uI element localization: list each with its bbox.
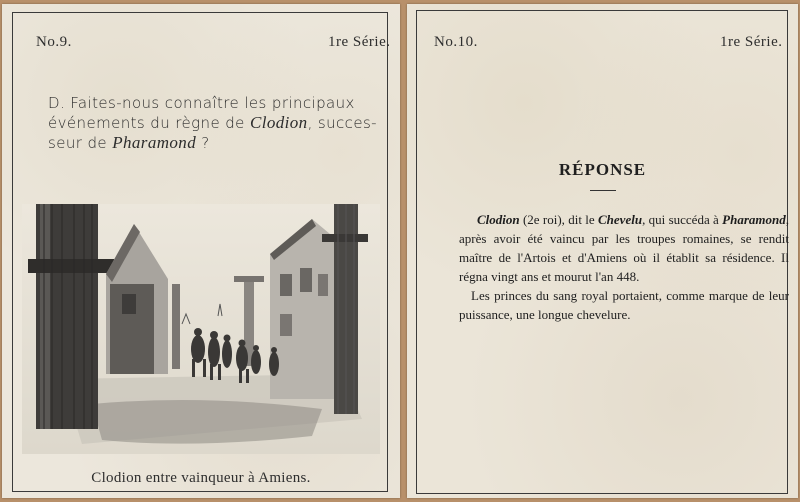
question-card xyxy=(2,4,400,498)
answer-text xyxy=(459,210,789,324)
question-text xyxy=(48,94,378,153)
answer-paragraph xyxy=(459,210,789,286)
card-series: 1re Série. xyxy=(720,34,783,50)
answer-part: (2e roi), dit le xyxy=(519,212,598,227)
question-part: ? xyxy=(196,134,210,152)
answer-name-pharamond: Pharamond xyxy=(722,212,786,227)
answer-card xyxy=(407,4,798,498)
illustration-caption: Clodion entre vainqueur à Amiens. xyxy=(91,470,311,486)
question-name-pharamond: Pharamond xyxy=(112,133,197,152)
card-series: 1re Série. xyxy=(328,34,391,50)
answer-paragraph: Les princes du sang royal portaient, comme marque de leur puissance, une longue chevelure. xyxy=(459,288,789,322)
question-name-clodion: Clodion xyxy=(249,113,308,132)
answer-part: , qui succéda à xyxy=(642,212,723,227)
lithograph-illustration xyxy=(22,204,380,454)
question-part: , succes-seur de xyxy=(48,114,377,152)
question-part: D. Faites-nous connaître les principaux événements du règne de xyxy=(48,94,355,132)
answer-title: RÉPONSE xyxy=(558,160,647,179)
answer-part: , après avoir été vaincu par les troupes romaines, se rendit maître de l'Artois et d'Amiens où il établit sa résidence. Il régna vingt ans et mourut l'an 448. xyxy=(459,212,789,284)
title-divider xyxy=(590,190,616,191)
answer-name-clodion: Clodion xyxy=(477,212,520,227)
card-number: No.9. xyxy=(36,34,72,50)
card-number: No.10. xyxy=(434,34,478,50)
answer-nickname: Chevelu xyxy=(598,212,643,227)
